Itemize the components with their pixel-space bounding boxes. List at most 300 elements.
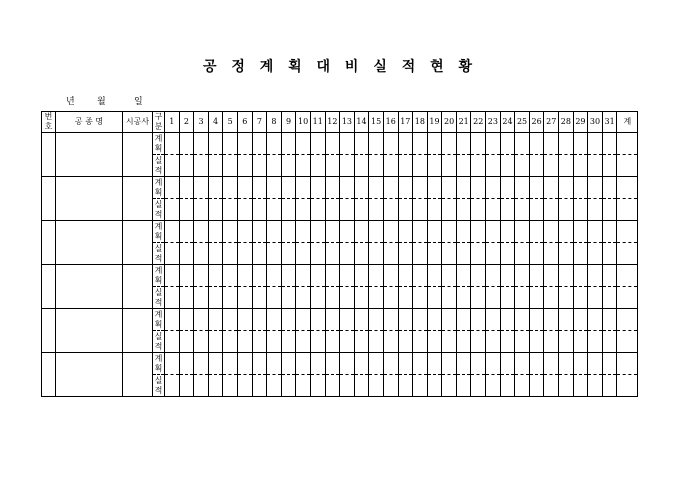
plan-day-cell	[413, 177, 428, 199]
plan-day-cell	[165, 177, 180, 199]
plan-day-cell	[340, 221, 355, 243]
plan-day-cell	[427, 177, 442, 199]
actual-day-cell	[427, 243, 442, 265]
plan-day-cell	[559, 353, 574, 375]
plan-day-cell	[223, 133, 238, 155]
plan-day-cell	[296, 221, 311, 243]
plan-day-cell	[369, 353, 384, 375]
plan-day-cell	[398, 265, 413, 287]
actual-day-cell	[442, 287, 457, 309]
actual-day-cell	[252, 243, 267, 265]
plan-day-cell	[442, 177, 457, 199]
actual-day-cell	[573, 155, 588, 177]
actual-day-cell	[559, 287, 574, 309]
header-day-23: 23	[486, 112, 501, 133]
header-day-21: 21	[456, 112, 471, 133]
plan-day-cell	[223, 177, 238, 199]
plan-day-cell	[296, 309, 311, 331]
plan-day-cell	[500, 177, 515, 199]
header-day-30: 30	[588, 112, 603, 133]
plan-day-cell	[617, 309, 638, 331]
header-day-18: 18	[413, 112, 428, 133]
plan-day-cell	[544, 133, 559, 155]
plan-day-cell	[310, 221, 325, 243]
plan-day-cell	[354, 133, 369, 155]
contractor-cell	[123, 265, 153, 309]
actual-day-cell	[529, 199, 544, 221]
page-title: 공 정 계 획 대 비 실 적 현 황	[202, 59, 478, 75]
actual-day-cell	[500, 243, 515, 265]
actual-day-cell	[369, 199, 384, 221]
header-work-name: 공 종 명	[56, 112, 123, 133]
plan-day-cell	[310, 265, 325, 287]
header-day-29: 29	[573, 112, 588, 133]
plan-day-cell	[252, 221, 267, 243]
actual-day-cell	[194, 199, 209, 221]
plan-day-cell	[442, 221, 457, 243]
actual-day-cell	[208, 375, 223, 397]
plan-day-cell	[427, 133, 442, 155]
actual-day-cell	[515, 331, 530, 353]
plan-day-cell	[573, 265, 588, 287]
plan-day-cell	[281, 133, 296, 155]
plan-day-cell	[179, 265, 194, 287]
actual-day-cell	[223, 375, 238, 397]
plan-day-cell	[340, 177, 355, 199]
plan-day-cell	[559, 133, 574, 155]
actual-day-cell	[179, 155, 194, 177]
plan-day-cell	[340, 309, 355, 331]
plan-day-cell	[223, 265, 238, 287]
plan-day-cell	[383, 133, 398, 155]
plan-day-cell	[456, 309, 471, 331]
plan-label: 계 획	[153, 309, 165, 331]
header-day-16: 16	[383, 112, 398, 133]
actual-day-cell	[252, 287, 267, 309]
plan-day-cell	[179, 133, 194, 155]
actual-day-cell	[456, 199, 471, 221]
number-cell	[42, 177, 56, 221]
actual-day-cell	[456, 287, 471, 309]
plan-day-cell	[573, 221, 588, 243]
actual-day-cell	[252, 331, 267, 353]
actual-day-cell	[165, 243, 180, 265]
table-row-plan	[42, 309, 638, 331]
actual-day-cell	[486, 287, 501, 309]
actual-day-cell	[383, 375, 398, 397]
plan-day-cell	[179, 221, 194, 243]
plan-day-cell	[281, 353, 296, 375]
actual-day-cell	[398, 287, 413, 309]
actual-day-cell	[237, 287, 252, 309]
actual-day-cell	[267, 243, 282, 265]
actual-day-cell	[237, 375, 252, 397]
actual-label: 실 적	[153, 243, 165, 265]
actual-day-cell	[267, 199, 282, 221]
actual-day-cell	[296, 199, 311, 221]
plan-day-cell	[413, 133, 428, 155]
plan-day-cell	[398, 353, 413, 375]
plan-day-cell	[588, 221, 603, 243]
plan-day-cell	[573, 353, 588, 375]
actual-day-cell	[471, 243, 486, 265]
plan-day-cell	[529, 353, 544, 375]
actual-day-cell	[413, 199, 428, 221]
plan-day-cell	[165, 133, 180, 155]
header-day-20: 20	[442, 112, 457, 133]
plan-day-cell	[559, 221, 574, 243]
actual-day-cell	[194, 287, 209, 309]
plan-day-cell	[267, 265, 282, 287]
actual-day-cell	[310, 199, 325, 221]
plan-day-cell	[486, 133, 501, 155]
actual-day-cell	[310, 331, 325, 353]
actual-day-cell	[617, 331, 638, 353]
actual-day-cell	[500, 375, 515, 397]
plan-day-cell	[325, 265, 340, 287]
actual-day-cell	[194, 155, 209, 177]
plan-day-cell	[456, 133, 471, 155]
plan-day-cell	[194, 177, 209, 199]
actual-day-cell	[588, 155, 603, 177]
plan-day-cell	[602, 353, 617, 375]
plan-day-cell	[237, 133, 252, 155]
plan-day-cell	[544, 177, 559, 199]
header-day-14: 14	[354, 112, 369, 133]
plan-day-cell	[471, 133, 486, 155]
actual-day-cell	[208, 287, 223, 309]
actual-day-cell	[413, 287, 428, 309]
plan-day-cell	[602, 309, 617, 331]
actual-day-cell	[471, 287, 486, 309]
header-day-10: 10	[296, 112, 311, 133]
actual-day-cell	[602, 243, 617, 265]
header-day-1: 1	[165, 112, 180, 133]
plan-day-cell	[413, 309, 428, 331]
plan-day-cell	[223, 309, 238, 331]
plan-day-cell	[325, 133, 340, 155]
plan-day-cell	[354, 265, 369, 287]
plan-day-cell	[252, 177, 267, 199]
actual-day-cell	[486, 155, 501, 177]
plan-day-cell	[281, 221, 296, 243]
plan-day-cell	[325, 353, 340, 375]
plan-day-cell	[296, 265, 311, 287]
actual-day-cell	[602, 331, 617, 353]
header-day-4: 4	[208, 112, 223, 133]
plan-day-cell	[617, 177, 638, 199]
plan-day-cell	[486, 353, 501, 375]
plan-label: 계 획	[153, 265, 165, 287]
plan-day-cell	[413, 265, 428, 287]
actual-day-cell	[617, 375, 638, 397]
actual-day-cell	[427, 155, 442, 177]
actual-day-cell	[267, 375, 282, 397]
actual-day-cell	[456, 375, 471, 397]
contractor-cell	[123, 309, 153, 353]
actual-day-cell	[588, 199, 603, 221]
actual-day-cell	[500, 199, 515, 221]
actual-day-cell	[252, 155, 267, 177]
actual-day-cell	[340, 155, 355, 177]
actual-day-cell	[267, 155, 282, 177]
plan-day-cell	[354, 221, 369, 243]
plan-day-cell	[573, 133, 588, 155]
plan-day-cell	[398, 133, 413, 155]
actual-day-cell	[310, 155, 325, 177]
plan-day-cell	[456, 221, 471, 243]
actual-day-cell	[310, 287, 325, 309]
actual-day-cell	[296, 155, 311, 177]
actual-day-cell	[500, 287, 515, 309]
plan-day-cell	[208, 221, 223, 243]
plan-day-cell	[208, 353, 223, 375]
header-day-17: 17	[398, 112, 413, 133]
actual-day-cell	[529, 331, 544, 353]
plan-day-cell	[617, 133, 638, 155]
actual-day-cell	[588, 287, 603, 309]
table-row-plan	[42, 353, 638, 375]
plan-day-cell	[237, 177, 252, 199]
actual-label: 실 적	[153, 287, 165, 309]
actual-day-cell	[237, 331, 252, 353]
plan-day-cell	[500, 221, 515, 243]
actual-day-cell	[383, 331, 398, 353]
plan-label: 계 획	[153, 353, 165, 375]
actual-label: 실 적	[153, 375, 165, 397]
actual-day-cell	[296, 375, 311, 397]
header-day-6: 6	[237, 112, 252, 133]
plan-label: 계 획	[153, 133, 165, 155]
plan-day-cell	[427, 265, 442, 287]
plan-day-cell	[617, 265, 638, 287]
actual-day-cell	[559, 331, 574, 353]
plan-day-cell	[281, 265, 296, 287]
plan-day-cell	[602, 221, 617, 243]
actual-day-cell	[486, 243, 501, 265]
date-month-label: 월	[97, 97, 106, 107]
plan-day-cell	[310, 133, 325, 155]
plan-day-cell	[267, 221, 282, 243]
actual-day-cell	[500, 155, 515, 177]
actual-day-cell	[194, 375, 209, 397]
actual-day-cell	[602, 199, 617, 221]
plan-day-cell	[208, 177, 223, 199]
plan-day-cell	[252, 353, 267, 375]
actual-day-cell	[529, 287, 544, 309]
actual-day-cell	[354, 243, 369, 265]
actual-day-cell	[281, 199, 296, 221]
actual-day-cell	[383, 155, 398, 177]
plan-day-cell	[471, 353, 486, 375]
actual-day-cell	[456, 243, 471, 265]
plan-day-cell	[325, 221, 340, 243]
plan-day-cell	[267, 353, 282, 375]
plan-day-cell	[617, 221, 638, 243]
header-contractor: 시공사	[123, 112, 153, 133]
plan-day-cell	[252, 309, 267, 331]
plan-day-cell	[544, 353, 559, 375]
plan-day-cell	[515, 221, 530, 243]
actual-day-cell	[383, 199, 398, 221]
actual-day-cell	[515, 155, 530, 177]
actual-day-cell	[413, 155, 428, 177]
plan-day-cell	[515, 177, 530, 199]
plan-day-cell	[383, 265, 398, 287]
actual-day-cell	[456, 155, 471, 177]
plan-day-cell	[413, 221, 428, 243]
actual-label: 실 적	[153, 155, 165, 177]
actual-day-cell	[515, 375, 530, 397]
plan-day-cell	[165, 221, 180, 243]
table-row-plan	[42, 133, 638, 155]
actual-day-cell	[252, 375, 267, 397]
contractor-cell	[123, 221, 153, 265]
actual-day-cell	[617, 155, 638, 177]
actual-day-cell	[588, 375, 603, 397]
plan-day-cell	[529, 265, 544, 287]
actual-day-cell	[208, 331, 223, 353]
plan-label: 계 획	[153, 177, 165, 199]
plan-day-cell	[398, 309, 413, 331]
header-day-31: 31	[602, 112, 617, 133]
plan-day-cell	[369, 265, 384, 287]
plan-day-cell	[427, 221, 442, 243]
actual-day-cell	[617, 287, 638, 309]
header-day-28: 28	[559, 112, 574, 133]
plan-day-cell	[602, 133, 617, 155]
actual-day-cell	[471, 375, 486, 397]
plan-day-cell	[559, 265, 574, 287]
plan-day-cell	[383, 353, 398, 375]
header-day-26: 26	[529, 112, 544, 133]
actual-day-cell	[573, 331, 588, 353]
plan-day-cell	[296, 353, 311, 375]
actual-day-cell	[354, 287, 369, 309]
plan-day-cell	[354, 177, 369, 199]
plan-day-cell	[165, 265, 180, 287]
actual-day-cell	[223, 287, 238, 309]
actual-day-cell	[340, 243, 355, 265]
plan-day-cell	[559, 177, 574, 199]
header-day-5: 5	[223, 112, 238, 133]
plan-day-cell	[442, 309, 457, 331]
plan-day-cell	[398, 177, 413, 199]
actual-day-cell	[325, 287, 340, 309]
plan-label: 계 획	[153, 221, 165, 243]
actual-day-cell	[398, 243, 413, 265]
plan-day-cell	[471, 221, 486, 243]
plan-day-cell	[442, 133, 457, 155]
actual-day-cell	[413, 331, 428, 353]
actual-day-cell	[442, 199, 457, 221]
actual-day-cell	[369, 375, 384, 397]
plan-day-cell	[573, 309, 588, 331]
work-name-cell	[56, 177, 123, 221]
actual-day-cell	[602, 287, 617, 309]
number-cell	[42, 221, 56, 265]
plan-day-cell	[369, 309, 384, 331]
actual-day-cell	[237, 199, 252, 221]
actual-day-cell	[325, 155, 340, 177]
plan-day-cell	[267, 309, 282, 331]
table-row-plan	[42, 265, 638, 287]
actual-day-cell	[354, 375, 369, 397]
plan-day-cell	[237, 265, 252, 287]
actual-day-cell	[442, 155, 457, 177]
actual-day-cell	[398, 199, 413, 221]
plan-day-cell	[194, 221, 209, 243]
actual-day-cell	[223, 243, 238, 265]
actual-day-cell	[208, 155, 223, 177]
actual-day-cell	[223, 331, 238, 353]
actual-day-cell	[208, 199, 223, 221]
plan-day-cell	[427, 353, 442, 375]
actual-day-cell	[559, 199, 574, 221]
header-day-3: 3	[194, 112, 209, 133]
plan-day-cell	[529, 221, 544, 243]
actual-day-cell	[427, 199, 442, 221]
plan-day-cell	[515, 309, 530, 331]
actual-label: 실 적	[153, 199, 165, 221]
plan-day-cell	[544, 265, 559, 287]
plan-day-cell	[529, 133, 544, 155]
header-day-11: 11	[310, 112, 325, 133]
actual-day-cell	[281, 287, 296, 309]
plan-day-cell	[617, 353, 638, 375]
plan-day-cell	[325, 177, 340, 199]
plan-day-cell	[252, 133, 267, 155]
header-category: 구분	[153, 112, 165, 133]
actual-day-cell	[179, 331, 194, 353]
actual-day-cell	[310, 375, 325, 397]
plan-day-cell	[223, 221, 238, 243]
actual-day-cell	[471, 331, 486, 353]
header-day-8: 8	[267, 112, 282, 133]
actual-day-cell	[398, 155, 413, 177]
actual-day-cell	[281, 375, 296, 397]
plan-day-cell	[296, 177, 311, 199]
actual-day-cell	[486, 375, 501, 397]
actual-day-cell	[369, 243, 384, 265]
plan-day-cell	[165, 353, 180, 375]
plan-day-cell	[515, 133, 530, 155]
plan-day-cell	[310, 309, 325, 331]
actual-day-cell	[442, 331, 457, 353]
actual-day-cell	[267, 287, 282, 309]
actual-day-cell	[354, 199, 369, 221]
actual-day-cell	[588, 243, 603, 265]
actual-day-cell	[325, 243, 340, 265]
plan-day-cell	[369, 133, 384, 155]
actual-day-cell	[544, 375, 559, 397]
header-day-25: 25	[515, 112, 530, 133]
actual-day-cell	[165, 155, 180, 177]
actual-day-cell	[442, 243, 457, 265]
actual-day-cell	[573, 199, 588, 221]
date-day-label: 일	[134, 97, 143, 107]
plan-day-cell	[310, 353, 325, 375]
plan-day-cell	[442, 353, 457, 375]
actual-day-cell	[617, 243, 638, 265]
actual-day-cell	[296, 287, 311, 309]
actual-day-cell	[486, 199, 501, 221]
plan-day-cell	[471, 177, 486, 199]
table-row-plan	[42, 177, 638, 199]
actual-day-cell	[296, 331, 311, 353]
actual-day-cell	[179, 243, 194, 265]
date-year-label: 년	[66, 97, 75, 107]
